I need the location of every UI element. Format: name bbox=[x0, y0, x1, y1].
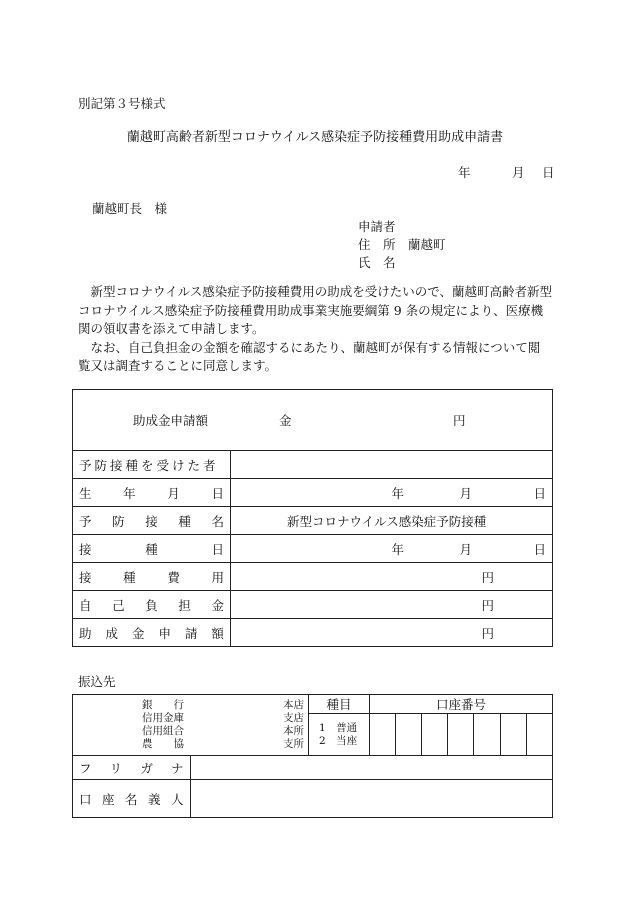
recipient-row bbox=[73, 451, 553, 479]
amount-yen: 円 bbox=[453, 413, 466, 428]
requested-value[interactable]: 円 bbox=[231, 619, 553, 647]
branch-type-cell[interactable]: 本店 支店 本所 支所 bbox=[190, 695, 309, 756]
account-digit[interactable] bbox=[448, 714, 474, 756]
page-title: 蘭越町高齢者新型コロナウイルス感染症予防接種費用助成申請書 bbox=[126, 130, 504, 145]
self-pay-row bbox=[73, 591, 553, 619]
cost-label: 接 種 費 用 bbox=[73, 563, 231, 591]
application-table bbox=[72, 389, 553, 647]
bank-table bbox=[72, 694, 553, 818]
date-month: 月 bbox=[512, 165, 525, 180]
account-header: 口座番号 bbox=[370, 695, 553, 714]
holder-label: 口 座 名 義 人 bbox=[73, 780, 191, 818]
body-paragraph-2: なお、自己負担金の金額を確認するにあたり、蘭越町が保有する情報について閲覧又は調査することに同意します。 bbox=[78, 339, 541, 373]
vaccine-name-row bbox=[73, 507, 553, 535]
requested-label: 助 成 金 申 請 額 bbox=[73, 619, 231, 647]
amount-label: 助成金申請額 bbox=[133, 413, 209, 428]
date-day: 日 bbox=[542, 165, 555, 180]
requested-row bbox=[73, 619, 553, 647]
vaccination-date-label: 接 種 日 bbox=[73, 535, 231, 563]
amount-cell[interactable] bbox=[73, 390, 553, 451]
account-digit[interactable] bbox=[396, 714, 422, 756]
amount-row bbox=[73, 390, 553, 451]
account-digit[interactable] bbox=[526, 714, 552, 756]
body-text bbox=[78, 283, 552, 376]
amount-kin: 金 bbox=[279, 413, 292, 428]
vaccination-date-value[interactable]: 年 月 日 bbox=[231, 535, 553, 563]
transfer-label: 振込先 bbox=[78, 674, 116, 689]
bank-type-cell[interactable]: 銀 行 信用金庫 信用組合 農 協 bbox=[73, 695, 191, 756]
form-id: 別記第３号様式 bbox=[78, 96, 166, 111]
cost-row bbox=[73, 563, 553, 591]
applicant-label: 申請者 bbox=[358, 219, 396, 234]
date-line bbox=[458, 163, 555, 181]
holder-value[interactable] bbox=[190, 780, 553, 818]
self-pay-value[interactable]: 円 bbox=[231, 591, 553, 619]
furigana-value[interactable] bbox=[190, 756, 553, 780]
recipient-label: 予防接種を受けた者 bbox=[73, 451, 231, 479]
cost-value[interactable]: 円 bbox=[231, 563, 553, 591]
account-digit[interactable] bbox=[422, 714, 448, 756]
type-options[interactable]: 1 普通 2 当座 bbox=[309, 714, 370, 756]
address-label: 住 所 bbox=[358, 237, 396, 252]
address-value: 蘭越町 bbox=[408, 237, 446, 252]
date-year: 年 bbox=[458, 165, 471, 180]
addressee: 蘭越町長 様 bbox=[92, 201, 168, 216]
vaccine-name-value: 新型コロナウイルス感染症予防接種 bbox=[231, 507, 553, 535]
body-paragraph-1: 新型コロナウイルス感染症予防接種費用の助成を受けたいので、蘭越町高齢者新型コロナウイルス感染症予防接種費用助成事業実施要綱第 9 条の規定により、医療機関の領収書を添えて申請します。 bbox=[78, 284, 553, 336]
applicant-address bbox=[358, 235, 446, 253]
birthdate-label: 生 年 月 日 bbox=[73, 479, 231, 507]
type-header: 種目 bbox=[309, 695, 370, 714]
birthdate-value[interactable]: 年 月 日 bbox=[231, 479, 553, 507]
account-digit[interactable] bbox=[474, 714, 500, 756]
vaccination-date-row bbox=[73, 535, 553, 563]
applicant-name: 氏 名 bbox=[358, 255, 396, 270]
birthdate-row bbox=[73, 479, 553, 507]
self-pay-label: 自 己 負 担 金 bbox=[73, 591, 231, 619]
account-digit[interactable] bbox=[370, 714, 396, 756]
account-digit[interactable] bbox=[500, 714, 526, 756]
furigana-label: フ リ ガ ナ bbox=[73, 756, 191, 780]
recipient-value[interactable] bbox=[231, 451, 553, 479]
vaccine-name-label: 予 防 接 種 名 bbox=[73, 507, 231, 535]
